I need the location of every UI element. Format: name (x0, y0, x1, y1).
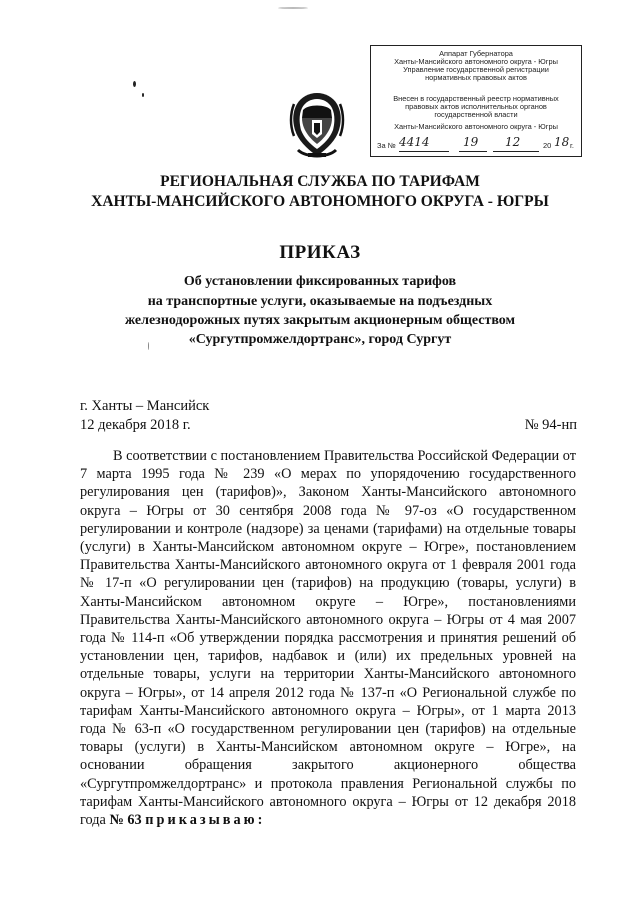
header-line-1: РЕГИОНАЛЬНАЯ СЛУЖБА ПО ТАРИФАМ (160, 173, 480, 190)
closing-number: № 63 (109, 812, 142, 829)
document-body (80, 447, 576, 829)
subject-line: «Сургутпромжелдортранс», город Сургут (188, 332, 452, 347)
stamp-line: нормативных правовых актов (425, 73, 527, 82)
registration-stamp (370, 45, 582, 157)
stamp-reg-day: 19 (463, 135, 479, 149)
stamp-line: Внесен в государственный реестр нормативных (393, 94, 559, 103)
subject-line: Об установлении фиксированных тарифов (183, 274, 457, 289)
scan-speck (133, 81, 136, 87)
stamp-reg-number: 4414 (399, 135, 430, 149)
stamp-underline (399, 151, 449, 152)
stamp-line: правовых актов исполнительных органов (405, 102, 547, 111)
stamp-underline (459, 151, 487, 152)
stamp-line: Аппарат Губернатора (439, 49, 513, 58)
stamp-reg-year-prefix: 20 (543, 141, 552, 150)
subject-line: железнодорожных путях закрытым акционерным обществом (124, 313, 516, 328)
subject-line: на транспортные услуги, оказываемые на подъездных (147, 294, 493, 309)
scan-speck (278, 7, 308, 9)
header-line-2: ХАНТЫ-МАНСИЙСКОГО АВТОНОМНОГО ОКРУГА - ЮГРЫ (91, 193, 549, 210)
stamp-registration-line (377, 135, 577, 155)
stamp-line: Ханты-Мансийского автономного округа - Югры (394, 57, 558, 66)
scan-speck (142, 93, 144, 97)
coat-of-arms-icon (286, 90, 348, 162)
stamp-line: государственной власти (434, 110, 518, 119)
stamp-reg-suffix: г. (570, 141, 574, 150)
stamp-line: Ханты-Мансийского автономного округа - Югры (394, 122, 558, 131)
stamp-reg-prefix: За № (377, 141, 396, 150)
document-title: ПРИКАЗ (279, 242, 361, 263)
body-paragraph (80, 447, 576, 829)
order-number: № 94-нп (524, 417, 577, 433)
stamp-reg-month: 12 (505, 135, 521, 149)
date: 12 декабря 2018 г. (80, 417, 191, 433)
stamp-reg-year: 18 (554, 135, 570, 149)
closing-word: приказываю: (145, 812, 266, 829)
body-text: В соответствии с постановлением Правительства Российской Федерации от 7 марта 1995 года № 239 «О мерах по упорядочению государственного регулирования цен (тарифов)», Законом Ханты-Мансийского автономного округа – Югры от 30 сентября 2008 года № 97-оз «О государственном регулировании и контроле (надзоре) за ценами (тарифами) на отдельные товары (услуги) в Ханты-Мансийском автономном округе – Югре», постановлением Правительства Ханты-Мансийского автономного округа от 1 февраля 2001 года № 17-п «О регулировании цен (тарифов) на продукцию (товары, услуги) в Ханты-Мансийском автономном округе – Югре», постановлениями Правительства Ханты-Мансийского автономного округа – Югры от 4 мая 2007 года № 114-п «Об утверждении порядка рассмотрения и принятия решений об установлении цен, тарифов, надбавок и (или) их предельных уровней на отдельные товары, услуги на территории Ханты-Мансийского автономного округа – Югры», от 14 апреля 2012 года № 137-п «О Региональной службе по тарифам Ханты-Мансийского автономного округа – Югры», от 1 марта 2013 года № 63-п «О государственном регулировании цен (тарифов) на отдельные товары (услуги) в Ханты-Мансийском автономном округе – Югре», на основании обращения закрытого акционерного общества «Сургутпромжелдортранс» и протокола правления Региональной службы по тарифам Ханты-Мансийского автономного округа – Югры от 12 декабря 2018 года (80, 448, 576, 829)
place: г. Ханты – Мансийск (80, 398, 210, 414)
stamp-line: Управление государственной регистрации (403, 65, 549, 74)
stamp-underline (493, 151, 539, 152)
